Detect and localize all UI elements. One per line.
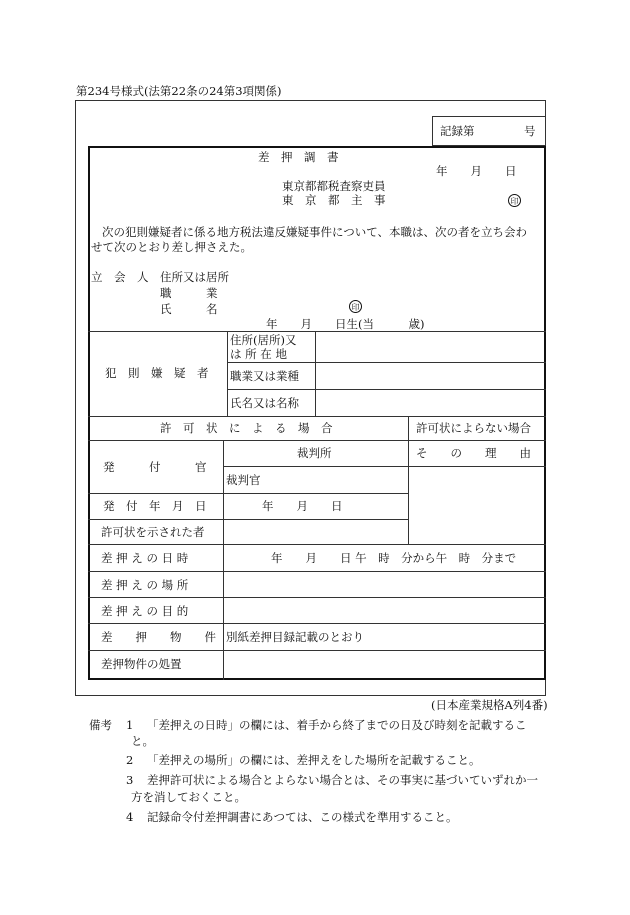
suspect-label: 犯 則 嫌 疑 者 bbox=[105, 366, 209, 380]
notes-label: 備考 bbox=[89, 718, 112, 732]
official-seal: 印 bbox=[508, 194, 521, 207]
issue-date-value: 年 月 日 bbox=[262, 499, 343, 513]
witness-name-label: 氏 名 bbox=[160, 302, 218, 316]
witness-address-label: 住所又は居所 bbox=[160, 270, 229, 284]
official-title-1: 東京都都税査察吏員 bbox=[282, 179, 386, 193]
court-label: 裁判所 bbox=[297, 446, 332, 460]
note-text-cont: と。 bbox=[131, 734, 154, 748]
form-number: 第234号様式(法第22条の24第3項関係) bbox=[76, 84, 282, 98]
reason-label: そ の 理 由 bbox=[416, 446, 531, 460]
record-suffix: 号 bbox=[524, 124, 536, 138]
seizure-place-label: 差 押 え の 場 所 bbox=[101, 578, 189, 592]
warrant-case-header: 許 可 状 に よ る 場 合 bbox=[160, 421, 333, 435]
note-text: 差押許可状による場合とよらない場合とは、その事実に基づいていずれか一 bbox=[147, 773, 538, 787]
suspect-address-label-2: は 所 在 地 bbox=[230, 347, 287, 361]
seized-items-value: 別紙差押目録記載のとおり bbox=[226, 630, 364, 644]
body-text-line-1: 次の犯則嫌疑者に係る地方税法違反嫌疑事件について、本職は、次の者を立ち会わ bbox=[102, 225, 528, 239]
witness-birth: 年 月 日生(当 歳) bbox=[266, 317, 425, 331]
disposal-label: 差押物件の処置 bbox=[101, 657, 182, 671]
note-number: 1 bbox=[126, 718, 134, 732]
note-number: 3 bbox=[126, 773, 134, 787]
record-prefix: 記録第 bbox=[440, 124, 475, 138]
seizure-datetime-label: 差 押 え の 日 時 bbox=[101, 551, 189, 565]
note-number: 2 bbox=[126, 753, 134, 767]
issuer-label: 発 付 官 bbox=[103, 460, 207, 474]
note-text: 「差押えの場所」の欄には、差押えをした場所を記載すること。 bbox=[147, 753, 481, 767]
body-text-line-2: せて次のとおり差し押さえた。 bbox=[91, 240, 252, 254]
report-date: 年 月 日 bbox=[436, 164, 517, 178]
issue-date-label: 発 付 年 月 日 bbox=[103, 499, 207, 513]
seizure-datetime-value: 年 月 日 午 時 分から午 時 分まで bbox=[271, 551, 517, 565]
witness-occupation-label: 職 業 bbox=[160, 286, 218, 300]
form-title: 差 押 調 書 bbox=[258, 150, 339, 164]
suspect-name-label: 氏名又は名称 bbox=[230, 396, 299, 410]
note-text: 「差押えの日時」の欄には、着手から終了までの日及び時刻を記載するこ bbox=[147, 718, 527, 732]
witness-label: 立 会 人 bbox=[91, 270, 149, 284]
note-text-cont: 方を消しておくこと。 bbox=[131, 790, 246, 804]
no-warrant-case-header: 許可状によらない場合 bbox=[416, 421, 531, 435]
paper-standard: (日本産業規格A列4番) bbox=[431, 698, 548, 712]
suspect-occupation-label: 職業又は業種 bbox=[230, 369, 299, 383]
note-text: 記録命令付差押調書にあつては、この様式を準用すること。 bbox=[147, 810, 458, 824]
seizure-purpose-label: 差 押 え の 目 的 bbox=[101, 604, 189, 618]
official-title-2: 東 京 都 主 事 bbox=[282, 193, 386, 207]
warrant-shown-to-label: 許可状を示された者 bbox=[101, 525, 205, 539]
judge-label: 裁判官 bbox=[226, 473, 261, 487]
note-number: 4 bbox=[126, 810, 134, 824]
witness-seal: 印 bbox=[349, 300, 362, 313]
suspect-address-label-1: 住所(居所)又 bbox=[230, 333, 297, 347]
seized-items-label: 差 押 物 件 bbox=[101, 630, 216, 644]
